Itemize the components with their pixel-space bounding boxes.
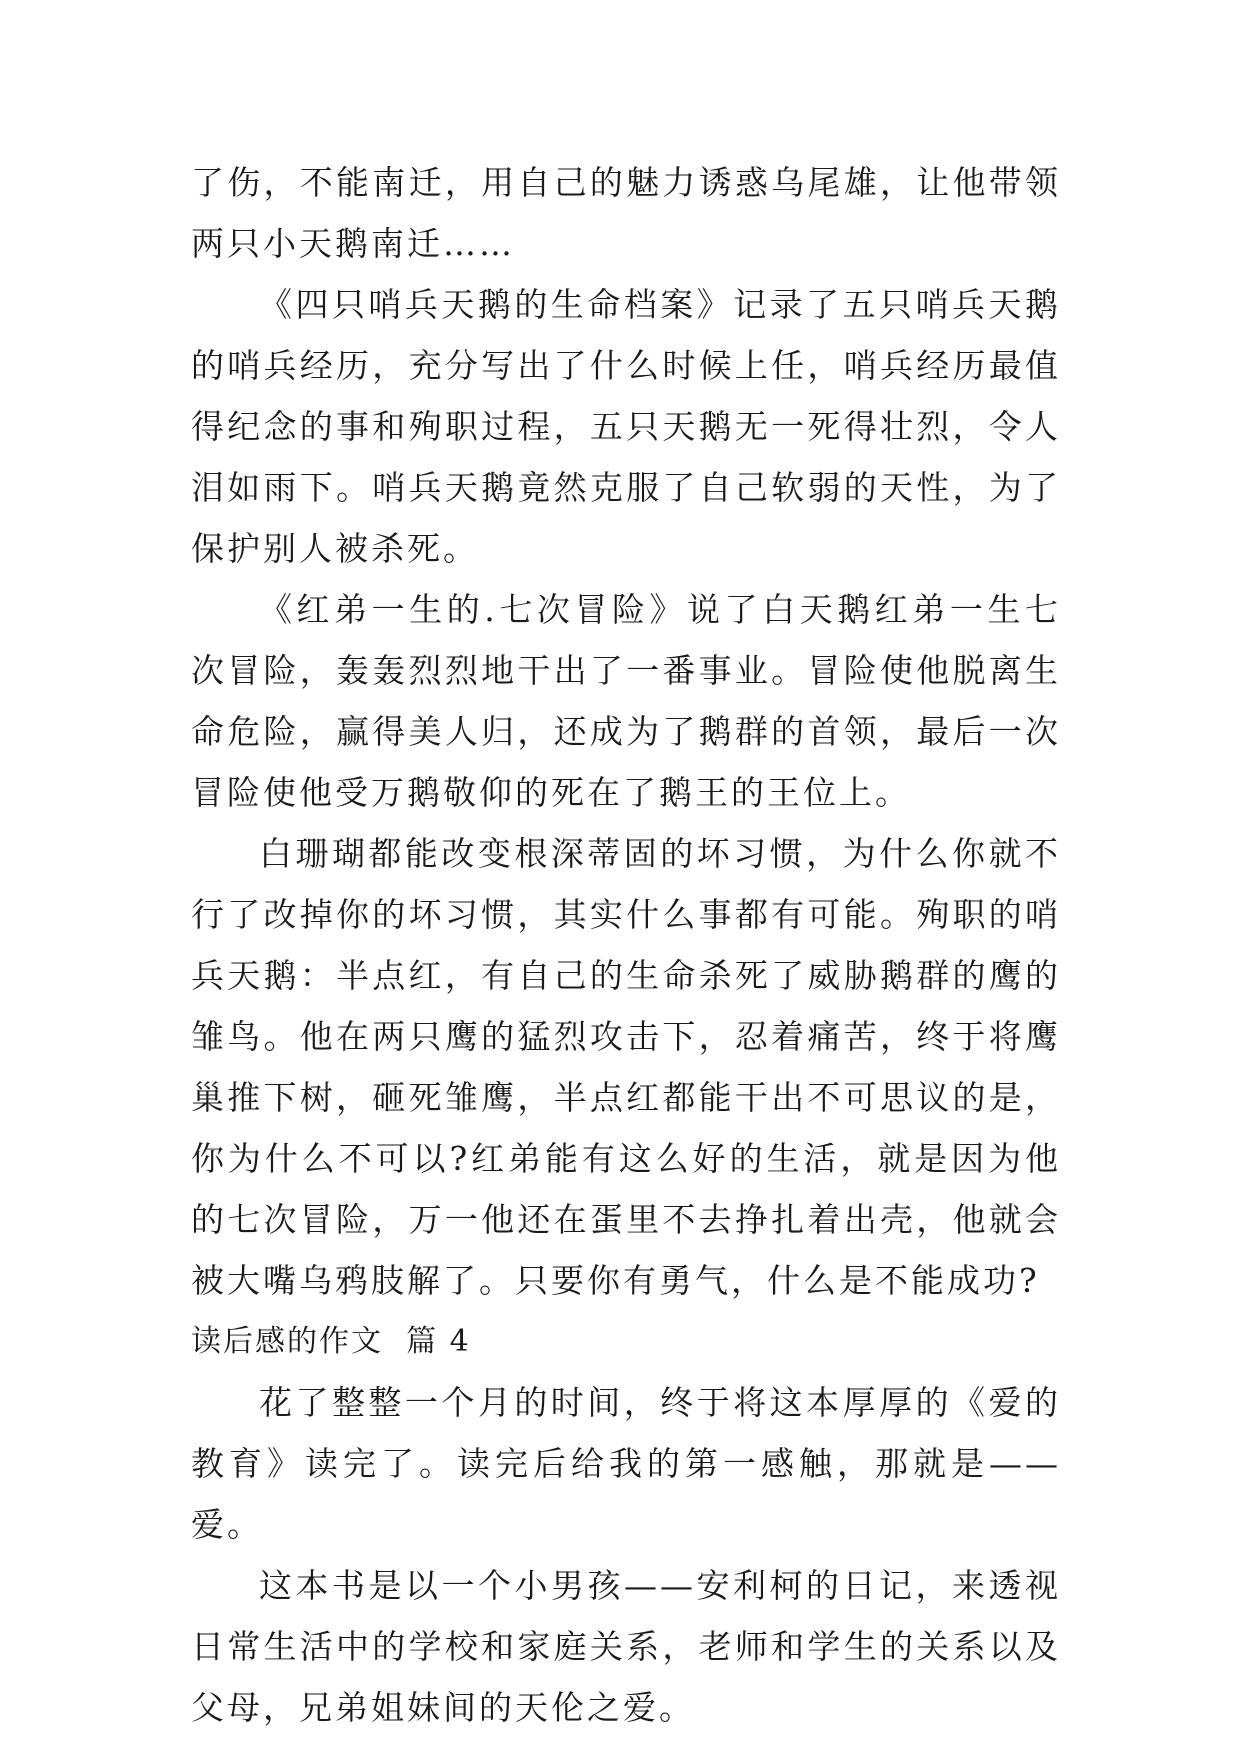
paragraph-reflection: 白珊瑚都能改变根深蒂固的坏习惯，为什么你就不行了改掉你的坏习惯，其实什么事都有可能。殉职的哨兵天鹅：半点红，有自己的生命杀死了威胁鹅群的鹰的雏鸟。他在两只鹰的猛烈攻击下，忍着痛苦，终于将鹰巢推下树，砸死雏鹰，半点红都能干出不可思议的是，你为什么不可以?红弟能有这么好的生活，就是因为他的七次冒险，万一他还在蛋里不去挣扎着出壳，他就会被大嘴乌鸦肢解了。只要你有勇气，什么是不能成功?	[191, 834, 1061, 1300]
paragraph-love-education: 花了整整一个月的时间，终于将这本厚厚的《爱的教育》读完了。读完后给我的第一感触，那就是——爱。	[191, 1383, 1061, 1544]
paragraph-continuation: 了伤，不能南迁，用自己的魅力诱惑乌尾雄，让他带领两只小天鹅南迁……	[191, 163, 1061, 263]
document-body	[191, 152, 1061, 1738]
paragraph-sentinel-swans: 《四只哨兵天鹅的生命档案》记录了五只哨兵天鹅的哨兵经历，充分写出了什么时候上任，哨兵经历最值得纪念的事和殉职过程，五只天鹅无一死得壮烈，令人泪如雨下。哨兵天鹅竟然克服了自己软弱的天性，为了保护别人被杀死。	[191, 285, 1061, 568]
paragraph-hongdi-adventures: 《红弟一生的.七次冒险》说了白天鹅红弟一生七次冒险，轰轰烈烈地干出了一番事业。冒险使他脱离生命危险，赢得美人归，还成为了鹅群的首领，最后一次冒险使他受万鹅敬仰的死在了鹅王的王位上。	[191, 590, 1061, 812]
paragraph-book-summary: 这本书是以一个小男孩——安利柯的日记，来透视日常生活中的学校和家庭关系，老师和学生的关系以及父母，兄弟姐妹间的天伦之爱。	[191, 1566, 1061, 1727]
section-heading: 读后感的作文 篇 4	[191, 1324, 471, 1359]
